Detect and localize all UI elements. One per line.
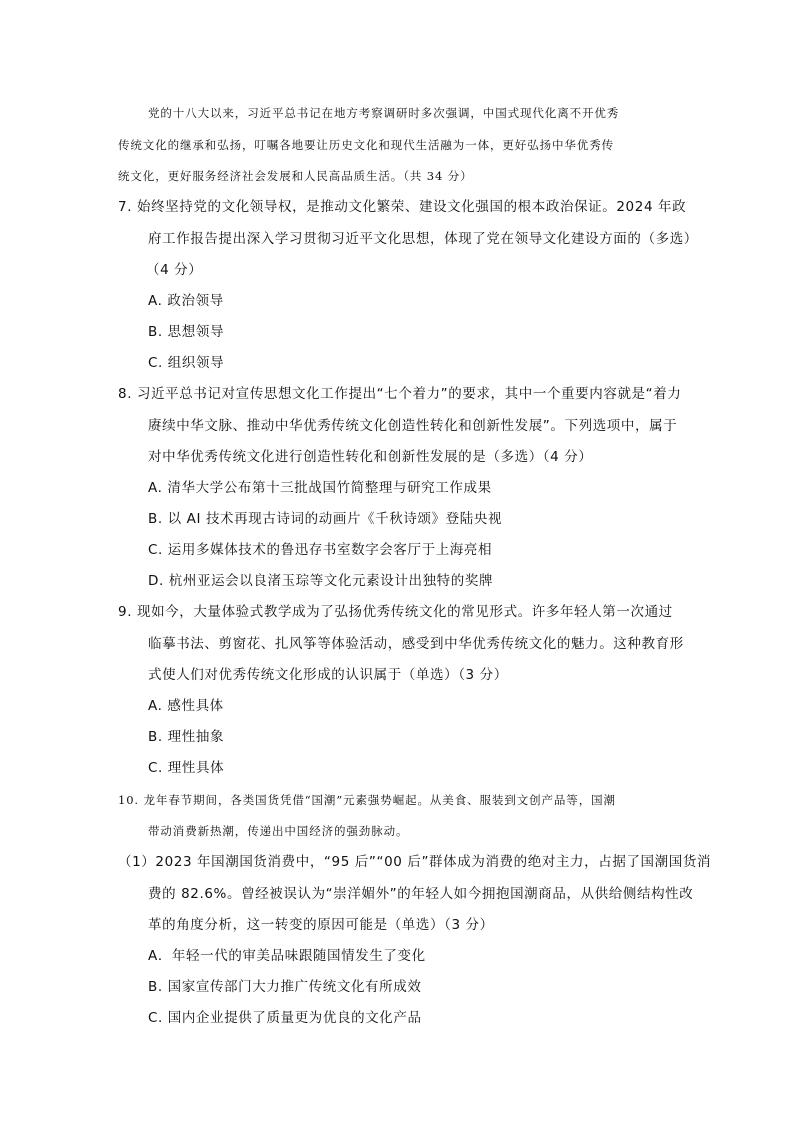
question-7-option-a: A. 政治领导 <box>148 293 224 309</box>
question-8-line-1: 8. 习近平总书记对宣传思想文化工作提出“七个着力”的要求，其中一个重要内容就是“着力 <box>118 386 682 402</box>
question-8-line-2: 赓续中华文脉、推动中华优秀传统文化创造性转化和创新性发展”。下列选项中，属于 <box>148 418 678 434</box>
question-7-option-c: C. 组织领导 <box>148 355 225 371</box>
question-10-sub1-line-3: 革的角度分析，这一转变的原因可能是（单选）（3 分） <box>148 917 494 933</box>
question-10-sub1-line-1: （1）2023 年国潮国货消费中，“95 后”“00 后”群体成为消费的绝对主力，占据了国潮国货消 <box>118 854 712 870</box>
question-10-option-b: B. 国家宣传部门大力推广传统文化有所成效 <box>148 979 422 995</box>
question-10-intro-line-1: 10. 龙年春节期间，各类国货凭借“国潮”元素强势崛起。从美食、服装到文创产品等，国潮 <box>118 793 616 807</box>
question-8-option-d: D. 杭州亚运会以良渚玉琮等文化元素设计出独特的奖牌 <box>148 573 494 589</box>
intro-line-3: 统文化，更好服务经济社会发展和人民高品质生活。（共 34 分） <box>118 169 473 183</box>
question-9-option-a: A. 感性具体 <box>148 698 224 714</box>
question-10-option-c: C. 国内企业提供了质量更为优良的文化产品 <box>148 1010 422 1026</box>
question-9-line-1: 9. 现如今，大量体验式教学成为了弘扬优秀传统文化的常见形式。许多年轻人第一次通过 <box>118 604 673 620</box>
question-9-option-c: C. 理性具体 <box>148 760 225 776</box>
question-7-option-b: B. 思想领导 <box>148 324 225 340</box>
question-10-option-a: A．年轻一代的审美品味跟随国情发生了变化 <box>148 948 426 964</box>
question-9-option-b: B. 理性抽象 <box>148 729 225 745</box>
intro-line-2: 传统文化的继承和弘扬，叮嘱各地要让历史文化和现代生活融为一体，更好弘扬中华优秀传 <box>118 138 614 152</box>
question-9-line-2: 临摹书法、剪窗花、扎风筝等体验活动，感受到中华优秀传统文化的魅力。这种教育形 <box>148 636 684 652</box>
question-8-option-b: B. 以 AI 技术再现古诗词的动画片《千秋诗颂》登陆央视 <box>148 511 503 527</box>
question-9-line-3: 式使人们对优秀传统文化形成的认识属于（单选）（3 分） <box>148 667 508 683</box>
question-10-sub1-line-2: 费的 82.6%。曾经被误认为“崇洋媚外”的年轻人如今拥抱国潮商品，从供给侧结构性改 <box>148 886 694 902</box>
question-7-line-1: 7. 始终坚持党的文化领导权，是推动文化繁荣、建设文化强国的根本政治保证。2024 年政 <box>118 199 687 215</box>
question-7-line-2: 府工作报告提出深入学习贯彻习近平文化思想，体现了党在领导文化建设方面的（多选） <box>148 231 698 247</box>
question-7-line-3: （4 分） <box>146 262 203 278</box>
question-10-intro-line-2: 带动消费新热潮，传递出中国经济的强劲脉动。 <box>148 824 409 838</box>
question-8-option-a: A. 清华大学公布第十三批战国竹简整理与研究工作成果 <box>148 480 492 496</box>
intro-line-1: 党的十八大以来，习近平总书记在地方考察调研时多次强调，中国式现代化离不开优秀 <box>148 106 620 120</box>
question-8-option-c: C. 运用多媒体技术的鲁迅存书室数字会客厅于上海亮相 <box>148 542 493 558</box>
question-8-line-3: 对中华优秀传统文化进行创造性转化和创新性发展的是（多选）（4 分） <box>148 449 593 465</box>
